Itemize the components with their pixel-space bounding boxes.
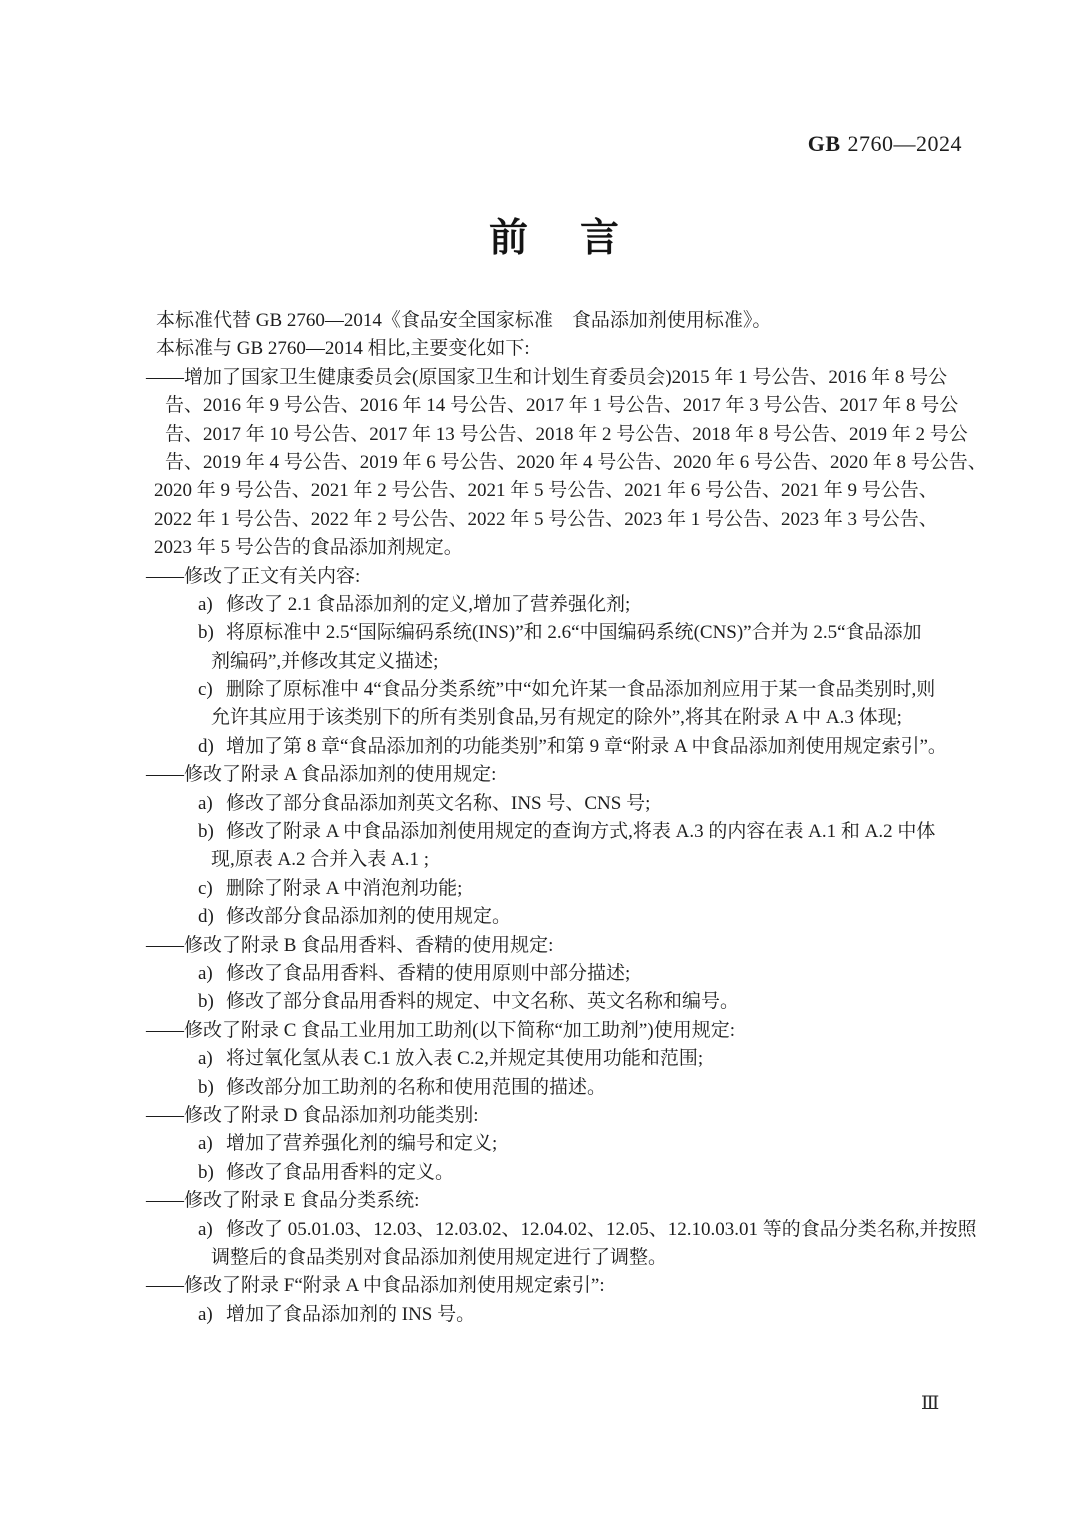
list-item-text: 增加了食品添加剂的 INS 号。 <box>226 1303 476 1325</box>
list-item-text: 增加了第 8 章“食品添加剂的功能类别”和第 9 章“附录 A 中食品添加剂使用规定索引”。 <box>226 735 947 757</box>
page-number: Ⅲ <box>921 1393 941 1414</box>
list-item-text: 将原标准中 2.5“国际编码系统(INS)”和 2.6“中国编码系统(CNS)”合并为 2.5“食品添加 <box>226 622 922 644</box>
list-item-text: 删除了附录 A 中消泡剂功能; <box>226 877 463 899</box>
list-item-label: b) <box>198 1076 214 1098</box>
list-item-text: 增加了营养强化剂的编号和定义; <box>226 1133 498 1155</box>
list-item-text: 修改部分加工助剂的名称和使用范围的描述。 <box>226 1076 607 1098</box>
list-item-label: b) <box>198 991 214 1013</box>
standard-code <box>146 131 962 157</box>
body-line <box>146 1216 977 1244</box>
body-line <box>146 988 962 1016</box>
list-item-label: d) <box>198 735 214 757</box>
standard-code-prefix: GB <box>807 131 841 156</box>
body-line <box>146 960 962 988</box>
list-item-text: 修改了食品用香料、香精的使用原则中部分描述; <box>226 962 631 984</box>
page-title <box>146 219 962 258</box>
body-line: ——修改了附录 E 食品分类系统: <box>146 1190 420 1212</box>
body-line <box>146 818 962 846</box>
list-item-text: 修改部分食品添加剂的使用规定。 <box>226 906 512 928</box>
list-item-label: c) <box>198 679 213 701</box>
body-line: 告、2016 年 9 号公告、2016 年 14 号公告、2017 年 1 号公告、2017 年 3 号公告、2017 年 8 号公 <box>165 395 959 417</box>
list-item-text: 修改了 05.01.03、12.03、12.03.02、12.04.02、12.05、12.10.03.01 等的食品分类名称,并按照 <box>226 1218 977 1240</box>
list-item-text: 修改了部分食品添加剂英文名称、INS 号、CNS 号; <box>226 792 651 814</box>
body-line: ——修改了附录 D 食品添加剂功能类别: <box>146 1104 479 1126</box>
body-line <box>146 1159 962 1187</box>
list-item-text: 修改了附录 A 中食品添加剂使用规定的查询方式,将表 A.3 的内容在表 A.1 和 A.2 中体 <box>226 821 936 843</box>
body-line: ——修改了附录 B 食品用香料、香精的使用规定: <box>146 934 554 956</box>
list-item-label: d) <box>198 906 214 928</box>
body-line: 现,原表 A.2 合并入表 A.1 ; <box>211 849 429 871</box>
body-line: ——修改了附录 F“附录 A 中食品添加剂使用规定索引”: <box>146 1275 605 1297</box>
body-line <box>146 1045 962 1073</box>
list-item-text: 修改了 2.1 食品添加剂的定义,增加了营养强化剂; <box>226 593 631 615</box>
list-item-label: b) <box>198 1161 214 1183</box>
list-item-text: 删除了原标准中 4“食品分类系统”中“如允许某一食品添加剂应用于某一食品类别时,则 <box>226 679 936 701</box>
body-line: 调整后的食品类别对食品添加剂使用规定进行了调整。 <box>211 1246 668 1268</box>
list-item-label: a) <box>198 1133 213 1155</box>
body-line: 2023 年 5 号公告的食品添加剂规定。 <box>154 537 463 559</box>
page-title-char: 言 <box>580 217 620 260</box>
list-item-label: a) <box>198 1218 213 1240</box>
body-line <box>146 1074 962 1102</box>
body-line: ——修改了附录 A 食品添加剂的使用规定: <box>146 764 497 786</box>
body-line <box>146 1130 962 1158</box>
body-line <box>146 591 962 619</box>
list-item-label: a) <box>198 1048 213 1070</box>
body-line <box>146 676 962 704</box>
list-item-label: b) <box>198 622 214 644</box>
body-line: 允许其应用于该类别下的所有类别食品,另有规定的除外”,将其在附录 A 中 A.3 体现; <box>211 707 902 729</box>
body-line: 告、2017 年 10 号公告、2017 年 13 号公告、2018 年 2 号公告、2018 年 8 号公告、2019 年 2 号公 <box>165 423 968 445</box>
list-item-text: 将过氧化氢从表 C.1 放入表 C.2,并规定其使用功能和范围; <box>226 1048 704 1070</box>
list-item-label: b) <box>198 821 214 843</box>
list-item-label: a) <box>198 1303 213 1325</box>
body-line <box>146 733 962 761</box>
body-line <box>146 903 962 931</box>
body-line: ——增加了国家卫生健康委员会(原国家卫生和计划生育委员会)2015 年 1 号公告、2016 年 8 号公 <box>146 366 948 388</box>
list-item-text: 修改了食品用香料的定义。 <box>226 1161 455 1183</box>
list-item-label: a) <box>198 962 213 984</box>
list-item-label: c) <box>198 877 213 899</box>
foreword-body <box>146 307 987 1329</box>
list-item-label: a) <box>198 792 213 814</box>
body-line <box>146 619 962 647</box>
list-item-label: a) <box>198 593 213 615</box>
list-item-text: 修改了部分食品用香料的规定、中文名称、英文名称和编号。 <box>226 991 740 1013</box>
body-line: ——修改了正文有关内容: <box>146 565 361 587</box>
body-line: 告、2019 年 4 号公告、2019 年 6 号公告、2020 年 4 号公告、2020 年 6 号公告、2020 年 8 号公告、 <box>165 451 987 473</box>
body-line <box>146 1301 962 1329</box>
body-line <box>146 875 962 903</box>
page-title-char: 前 <box>488 217 528 260</box>
body-line: 2022 年 1 号公告、2022 年 2 号公告、2022 年 5 号公告、2023 年 1 号公告、2023 年 3 号公告、 <box>154 508 938 530</box>
body-line: 本标准与 GB 2760—2014 相比,主要变化如下: <box>156 338 530 360</box>
standard-code-number: 2760—2024 <box>847 131 962 156</box>
body-line <box>146 790 962 818</box>
body-line: 剂编码”,并修改其定义描述; <box>211 650 439 672</box>
body-line: 本标准代替 GB 2760—2014《食品安全国家标准 食品添加剂使用标准》。 <box>156 310 772 331</box>
body-line: ——修改了附录 C 食品工业用加工助剂(以下简称“加工助剂”)使用规定: <box>146 1019 735 1041</box>
body-line: 2020 年 9 号公告、2021 年 2 号公告、2021 年 5 号公告、2021 年 6 号公告、2021 年 9 号公告、 <box>154 480 938 502</box>
